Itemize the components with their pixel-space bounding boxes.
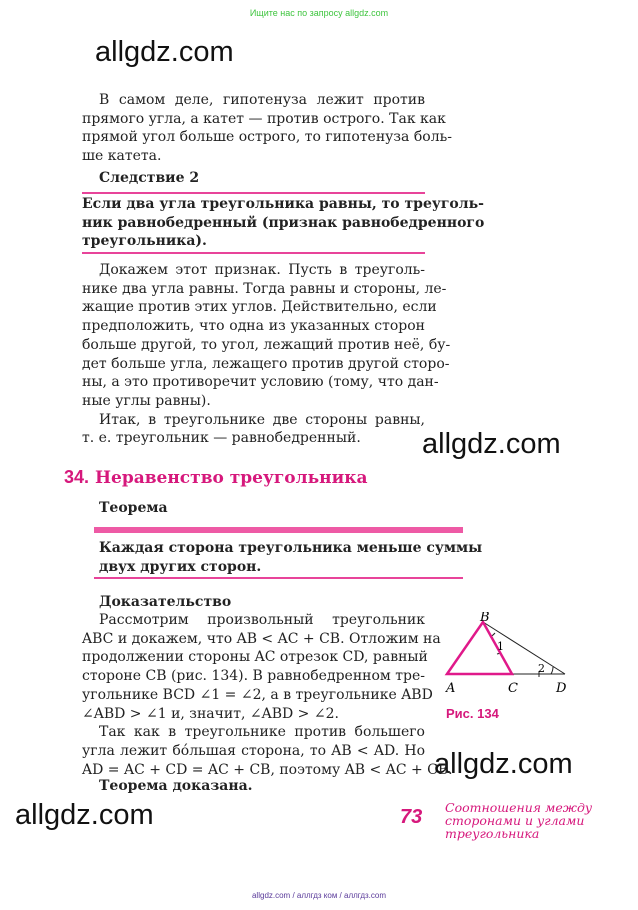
theorem-bar <box>94 527 463 533</box>
divider <box>94 577 463 579</box>
proof-body <box>82 611 453 779</box>
text-line: ше катета. <box>82 148 162 165</box>
page-number: 73 <box>400 806 423 828</box>
text-line: ник равнобедренный (признак равнобедренного <box>82 214 485 231</box>
divider <box>82 252 425 254</box>
section-number: 34. <box>64 467 90 487</box>
corollary-title: Следствие 2 <box>99 170 200 186</box>
text-line: В самом деле, гипотенуза лежит против <box>99 92 425 108</box>
intro-paragraph <box>82 91 452 166</box>
angle-2-arc <box>551 667 553 674</box>
text-line: двух других сторон. <box>99 558 262 575</box>
footer-links[interactable]: allgdz.com / аллгдз ком / аллгдз.com <box>251 891 387 900</box>
section-title: Неравенство треугольника <box>94 468 368 488</box>
text-line: Так как в треугольнике против большего <box>99 724 425 741</box>
proof-end: Теорема доказана. <box>99 778 253 794</box>
label-C: C <box>508 681 518 696</box>
text-line: сторонами и углами <box>445 813 585 828</box>
segment-BD <box>483 622 565 674</box>
proof-paragraph <box>82 261 451 448</box>
text-line: Если два угла треугольника равны, то треуголь- <box>82 196 484 212</box>
text-line: угольнике BCD ∠1 = ∠2, а в треугольнике ABD <box>82 686 433 703</box>
divider <box>82 192 425 194</box>
watermark: allgdz.com <box>15 799 154 831</box>
text-line: Докажем этот признак. Пусть в треуголь- <box>99 262 425 278</box>
label-angle-2: 2 <box>538 662 545 675</box>
text-line: Каждая сторона треугольника меньше суммы <box>99 540 483 556</box>
text-line: жащие против этих углов. Действительно, если <box>82 299 437 316</box>
proof-title: Доказательство <box>99 594 232 610</box>
text-line: угла лежит бóльшая сторона, то AB < AD. Но <box>82 742 425 759</box>
text-line: Рассмотрим произвольный треугольник <box>99 612 425 628</box>
watermark: allgdz.com <box>434 748 573 780</box>
text-line: ABC и докажем, что AB < AC + CB. Отложим на <box>82 630 441 647</box>
text-line: больше другой, то угол, лежащий против неё, бу- <box>82 336 451 353</box>
label-A: A <box>446 681 456 696</box>
text-line: продолжении стороны AC отрезок CD, равный <box>82 649 428 666</box>
figure-caption: Рис. 134 <box>446 706 499 721</box>
text-line: AD = AC + CD = AC + CB, поэтому AB < AC + CB. <box>82 761 453 778</box>
text-line: ∠ABD > ∠1 и, значит, ∠ABD > ∠2. <box>82 705 339 722</box>
text-line: прямой угол больше острого, то гипотенуза боль- <box>82 129 452 146</box>
top-search-link[interactable]: Ищите нас по запросу allgdz.com <box>249 8 389 18</box>
text-line: дет больше угла, лежащего против другой сторо- <box>82 355 450 372</box>
text-line: ные углы равны). <box>82 392 211 409</box>
section-heading <box>64 467 368 488</box>
chapter-title <box>445 801 592 840</box>
text-line: Итак, в треугольнике две стороны равны, <box>99 411 425 428</box>
text-line: предположить, что одна из указанных сторон <box>82 318 425 335</box>
text-line: треугольника <box>445 826 540 841</box>
text-line: стороне CB (рис. 134). В равнобедренном тре- <box>82 668 425 685</box>
theorem-statement <box>99 539 483 576</box>
text-line: прямого угла, а катет — против острого. Так как <box>82 110 446 127</box>
corollary-statement <box>82 195 485 251</box>
triangle-figure <box>435 612 580 702</box>
text-line: нике два угла равны. Тогда равны и стороны, ле- <box>82 280 447 297</box>
watermark: allgdz.com <box>422 428 561 460</box>
label-B: B <box>480 612 490 625</box>
label-D: D <box>556 681 567 696</box>
watermark: allgdz.com <box>95 36 234 68</box>
label-angle-1: 1 <box>497 640 504 653</box>
theorem-title: Теорема <box>99 500 168 516</box>
text-line: т. е. треугольник — равнобедренный. <box>82 430 361 447</box>
text-line: Соотношения между <box>445 800 593 815</box>
text-line: треугольника). <box>82 233 207 250</box>
text-line: ны, а это противоречит условию (тому, что дан- <box>82 374 439 391</box>
